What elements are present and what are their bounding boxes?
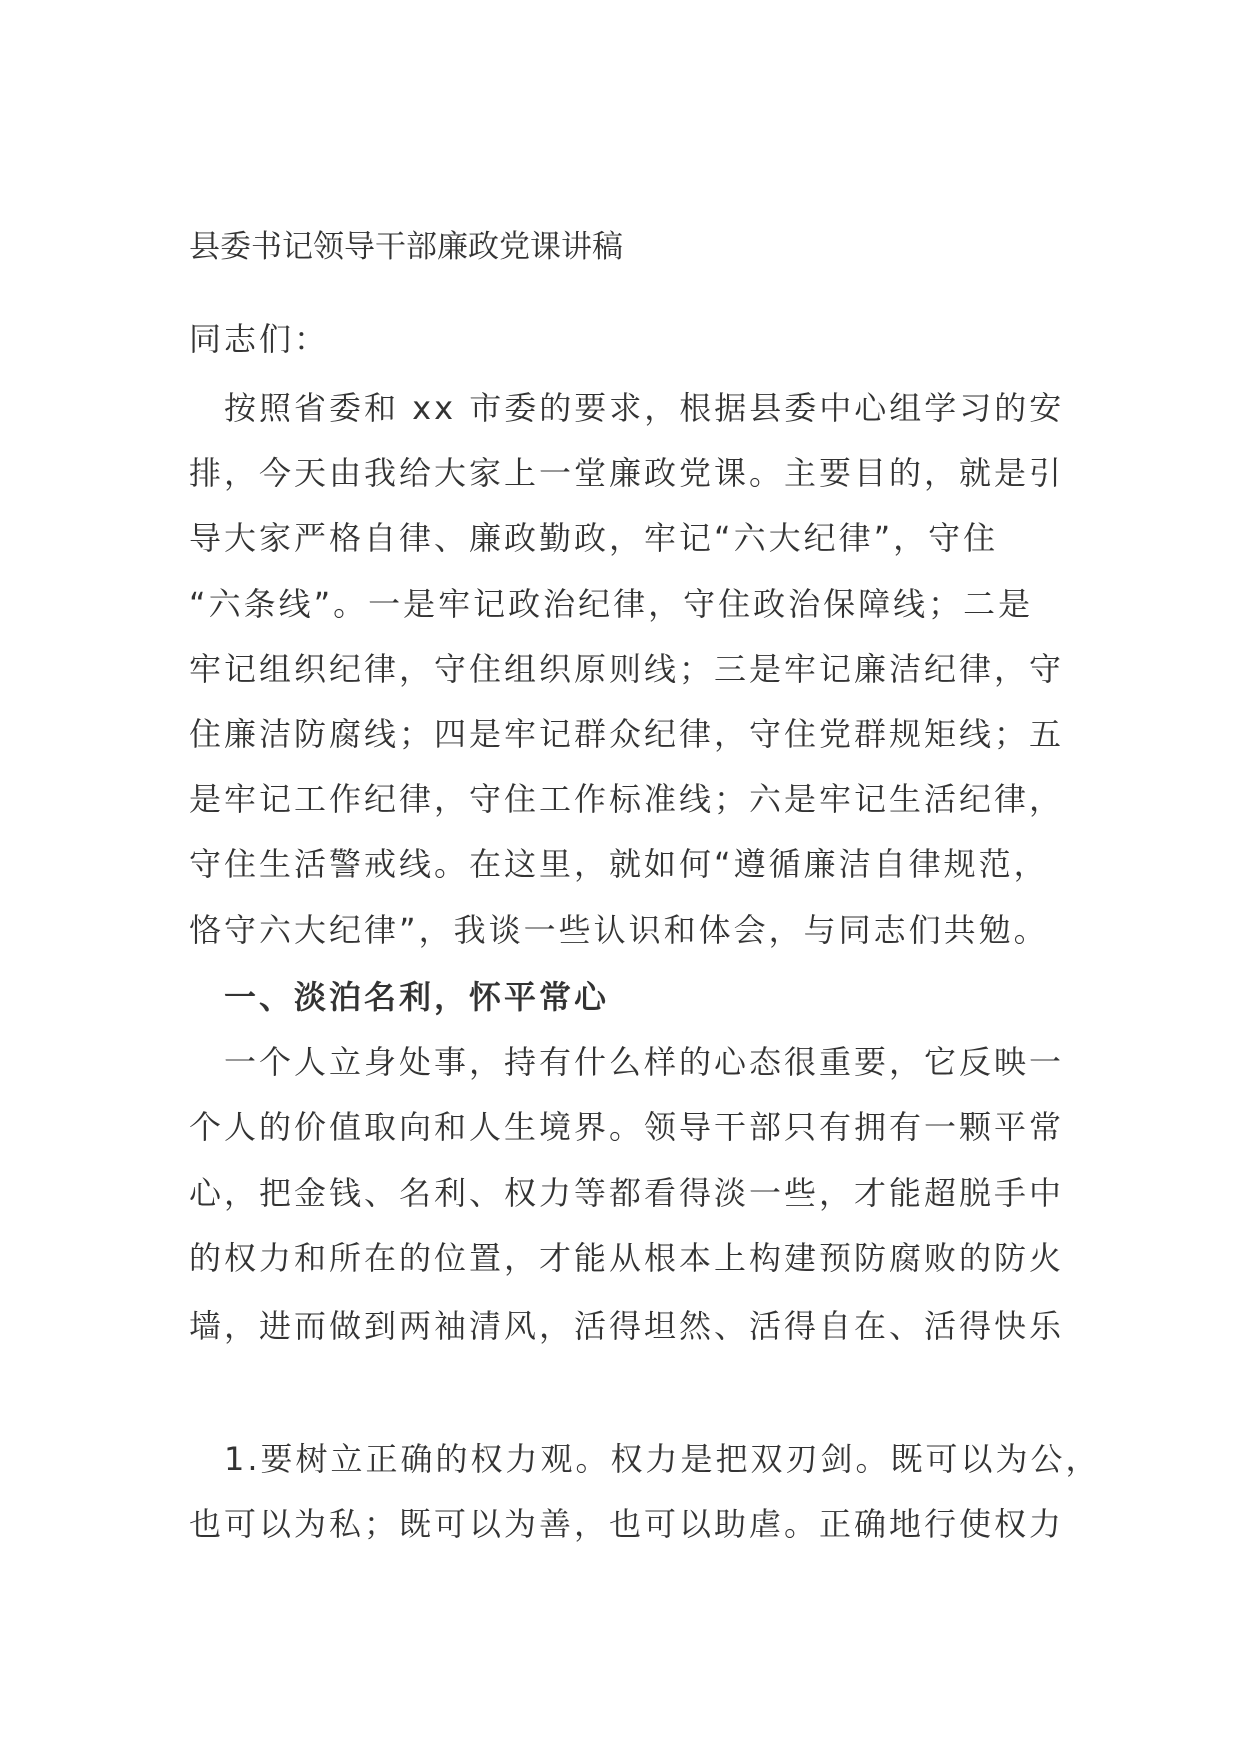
paragraph-line: 心，把金钱、名利、权力等都看得淡一些，才能超脱手中 bbox=[189, 1174, 1065, 1212]
paragraph-line: 1.要树立正确的权力观。权力是把双刃剑。既可以为公， bbox=[189, 1440, 1101, 1478]
paragraph-line: 住廉洁防腐线；四是牢记群众纪律，守住党群规矩线；五 bbox=[189, 715, 1065, 753]
paragraph-line: “六条线”。一是牢记政治纪律，守住政治保障线；二是 bbox=[189, 585, 1034, 623]
paragraph-line: 的权力和所在的位置，才能从根本上构建预防腐败的防火 bbox=[189, 1239, 1065, 1277]
document-title: 县委书记领导干部廉政党课讲稿 bbox=[189, 229, 623, 265]
paragraph-line: 墙，进而做到两袖清风，活得坦然、活得自在、活得快乐 bbox=[189, 1307, 1065, 1345]
paragraph-line: 守住生活警戒线。在这里，就如何“遵循廉洁自律规范， bbox=[189, 845, 1049, 883]
paragraph-line: 按照省委和 xx 市委的要求，根据县委中心组学习的安 bbox=[189, 389, 1065, 427]
paragraph-line: 个人的价值取向和人生境界。领导干部只有拥有一颗平常 bbox=[189, 1108, 1065, 1146]
paragraph-line: 导大家严格自律、廉政勤政，牢记“六大纪律”，守住 bbox=[189, 519, 999, 557]
section-heading: 一、淡泊名利，怀平常心 bbox=[189, 978, 610, 1016]
paragraph-line: 牢记组织纪律，守住组织原则线；三是牢记廉洁纪律，守 bbox=[189, 650, 1065, 688]
salutation: 同志们： bbox=[189, 320, 330, 358]
paragraph-line: 排，今天由我给大家上一堂廉政党课。主要目的，就是引 bbox=[189, 454, 1065, 492]
paragraph-line: 是牢记工作纪律，守住工作标准线；六是牢记生活纪律， bbox=[189, 780, 1065, 818]
paragraph-line: 恪守六大纪律”，我谈一些认识和体会，与同志们共勉。 bbox=[189, 911, 1049, 949]
paragraph-line: 也可以为私；既可以为善，也可以助虐。正确地行使权力 bbox=[189, 1505, 1065, 1543]
paragraph-line: 一个人立身处事，持有什么样的心态很重要，它反映一 bbox=[189, 1043, 1065, 1081]
